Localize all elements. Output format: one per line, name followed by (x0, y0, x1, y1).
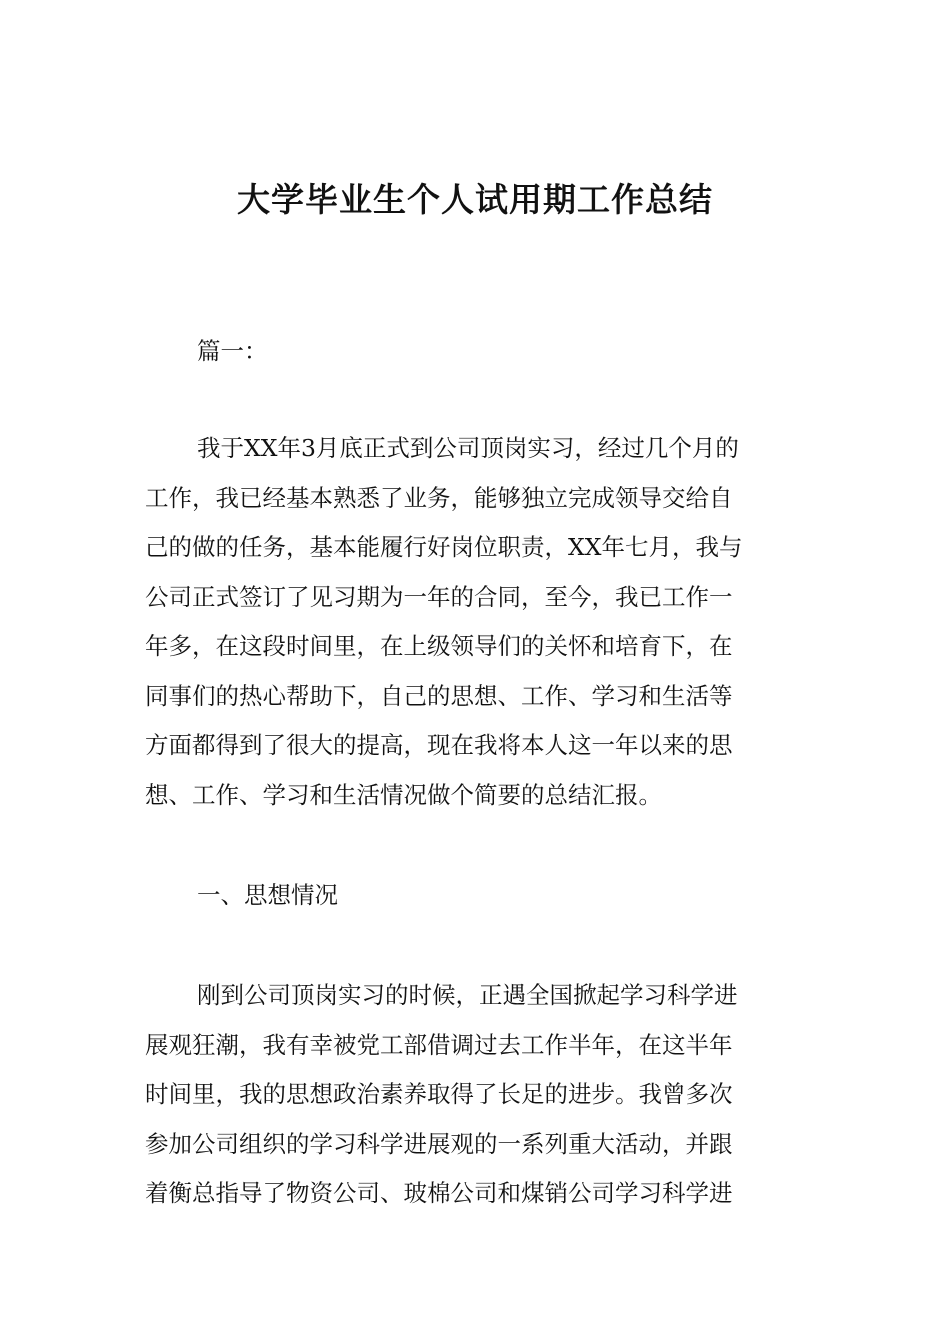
document-title: 大学毕业生个人试用期工作总结 (237, 180, 713, 219)
paragraph-line: 刚到公司顶岗实习的时候，正遇全国掀起学习科学进 (197, 981, 738, 1009)
section-label: 篇一： (197, 337, 268, 365)
paragraph-line: 同事们的热心帮助下，自己的思想、工作、学习和生活等 (145, 681, 733, 710)
paragraph-line: 展观狂潮，我有幸被党工部借调过去工作半年，在这半年 (145, 1030, 733, 1059)
paragraph-line: 年多，在这段时间里，在上级领导们的关怀和培育下，在 (145, 632, 733, 660)
paragraph-line: 公司正式签订了见习期为一年的合同，至今，我已工作一 (145, 582, 733, 611)
intro-paragraph (145, 424, 807, 820)
section-heading-thought: 一、思想情况 (197, 881, 338, 909)
paragraph-line: 想、工作、学习和生活情况做个简要的总结汇报。 (145, 780, 662, 809)
paragraph-line: 时间里，我的思想政治素养取得了长足的进步。我曾多次 (145, 1080, 733, 1108)
paragraph-line: 着衡总指导了物资公司、玻棉公司和煤销公司学习科学进 (145, 1179, 733, 1207)
thought-paragraph (145, 971, 807, 1219)
paragraph-line: 工作，我已经基本熟悉了业务，能够独立完成领导交给自 (145, 483, 733, 512)
paragraph-line: 参加公司组织的学习科学进展观的一系列重大活动，并跟 (145, 1129, 733, 1158)
paragraph-line: 方面都得到了很大的提高，现在我将本人这一年以来的思 (145, 731, 733, 759)
paragraph-line: 我于XX年3月底正式到公司顶岗实习，经过几个月的 (197, 434, 739, 462)
paragraph-line: 己的做的任务，基本能履行好岗位职责，XX年七月，我与 (145, 533, 743, 561)
